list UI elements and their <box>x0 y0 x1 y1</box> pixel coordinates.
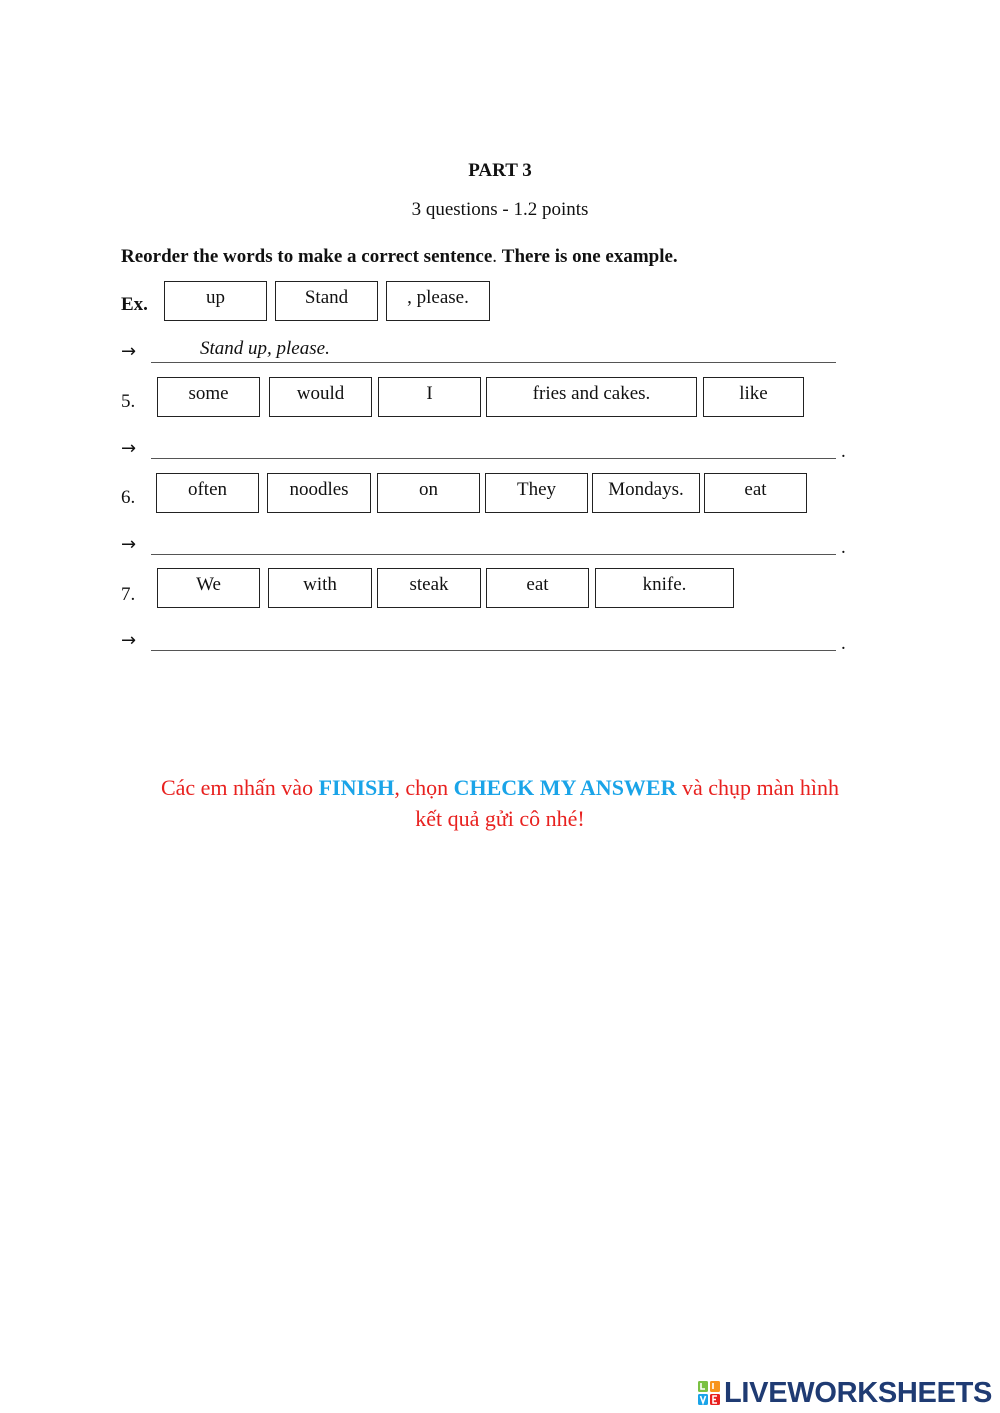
example-answer: Stand up, please. <box>200 338 330 359</box>
instruction-main: Reorder the words to make a correct sentence <box>121 246 493 267</box>
word-tile[interactable]: Mondays. <box>592 473 700 513</box>
answer-line <box>151 554 836 555</box>
submission-note <box>100 772 900 834</box>
instruction-text <box>121 246 678 268</box>
note-text: Các em nhấn vào <box>160 775 319 800</box>
liveworksheets-logo-icon <box>697 1380 721 1406</box>
word-tile[interactable]: They <box>485 473 588 513</box>
sentence-end-period: . <box>841 441 846 462</box>
arrow-icon: → <box>121 341 137 362</box>
question-6-label: 6. <box>121 487 136 508</box>
word-tile[interactable]: would <box>269 377 372 417</box>
answer-line <box>151 650 836 651</box>
arrow-icon: → <box>121 438 137 459</box>
answer-line <box>151 458 836 459</box>
word-tile[interactable]: knife. <box>595 568 734 608</box>
example-word-box: Stand <box>275 281 378 321</box>
question-7-label: 7. <box>121 584 136 605</box>
word-tile[interactable]: We <box>157 568 260 608</box>
arrow-icon: → <box>121 630 137 651</box>
example-word-box: , please. <box>386 281 490 321</box>
instruction-example-note: There is one example. <box>501 246 678 267</box>
example-label: Ex. <box>121 294 148 315</box>
sentence-end-period: . <box>841 633 846 654</box>
note-text: và chụp màn hình <box>676 775 840 800</box>
part-subtitle: 3 questions - 1.2 points <box>411 199 589 220</box>
answer-input-7[interactable] <box>151 624 848 650</box>
note-text: kết quả gửi cô nhé! <box>415 806 585 831</box>
question-5-label: 5. <box>121 391 136 412</box>
note-text: , chọn <box>394 775 454 800</box>
word-tile[interactable]: some <box>157 377 260 417</box>
note-finish-keyword: FINISH <box>318 775 395 800</box>
word-tile[interactable]: with <box>268 568 372 608</box>
word-tile[interactable]: I <box>378 377 481 417</box>
instruction-period: . <box>492 246 502 267</box>
word-tile[interactable]: noodles <box>267 473 371 513</box>
liveworksheets-logo <box>697 1376 992 1410</box>
word-tile[interactable]: eat <box>704 473 807 513</box>
word-tile[interactable]: steak <box>377 568 481 608</box>
word-tile[interactable]: fries and cakes. <box>486 377 697 417</box>
logo-text: LIVEWORKSHEETS <box>724 1376 993 1409</box>
word-tile[interactable]: on <box>377 473 480 513</box>
sentence-end-period: . <box>841 537 846 558</box>
part-title: PART 3 <box>468 160 532 181</box>
example-word-box: up <box>164 281 267 321</box>
note-check-keyword: CHECK MY ANSWER <box>453 775 677 800</box>
answer-input-6[interactable] <box>151 528 848 554</box>
word-tile[interactable]: often <box>156 473 259 513</box>
word-tile[interactable]: eat <box>486 568 589 608</box>
arrow-icon: → <box>121 534 137 555</box>
answer-input-5[interactable] <box>151 432 848 458</box>
word-tile[interactable]: like <box>703 377 804 417</box>
example-answer-line <box>151 362 836 363</box>
